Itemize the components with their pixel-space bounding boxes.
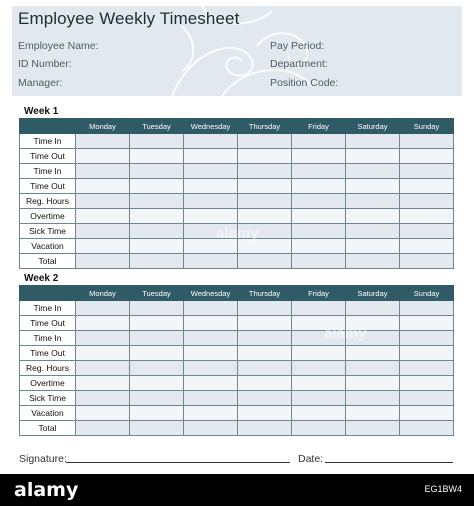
stock-footer-bar (0, 474, 474, 506)
time-entry-cell[interactable] (346, 164, 400, 179)
time-entry-cell[interactable] (184, 316, 238, 331)
time-entry-cell[interactable] (184, 164, 238, 179)
time-entry-cell[interactable] (76, 134, 130, 149)
time-entry-cell[interactable] (130, 194, 184, 209)
time-entry-cell[interactable] (400, 331, 454, 346)
time-entry-cell[interactable] (76, 179, 130, 194)
time-entry-cell[interactable] (184, 134, 238, 149)
time-entry-cell[interactable] (292, 209, 346, 224)
time-entry-cell[interactable] (292, 301, 346, 316)
time-entry-cell[interactable] (184, 209, 238, 224)
table-row (20, 209, 454, 224)
watermark-text: alamy (324, 325, 367, 342)
time-entry-cell[interactable] (292, 134, 346, 149)
time-entry-cell[interactable] (130, 316, 184, 331)
time-entry-cell[interactable] (76, 209, 130, 224)
time-entry-cell[interactable] (130, 179, 184, 194)
time-entry-cell[interactable] (184, 361, 238, 376)
time-entry-cell[interactable] (238, 149, 292, 164)
time-entry-cell[interactable] (292, 254, 346, 269)
time-entry-cell[interactable] (184, 254, 238, 269)
row-label: Overtime (20, 209, 76, 224)
time-entry-cell[interactable] (238, 376, 292, 391)
table-row (20, 316, 454, 331)
time-entry-cell[interactable] (292, 194, 346, 209)
time-entry-cell[interactable] (346, 254, 400, 269)
time-entry-cell[interactable] (346, 316, 400, 331)
table-row (20, 346, 454, 361)
time-entry-cell[interactable] (76, 194, 130, 209)
time-entry-cell[interactable] (292, 224, 346, 239)
time-entry-cell[interactable] (238, 134, 292, 149)
corner-cell (20, 119, 76, 134)
id-number-label: ID Number: (18, 58, 72, 70)
row-label: Reg. Hours (20, 194, 76, 209)
manager-label: Manager: (18, 77, 63, 89)
day-header: Monday (76, 286, 130, 301)
time-entry-cell[interactable] (346, 209, 400, 224)
time-entry-cell[interactable] (184, 239, 238, 254)
day-header: Thursday (238, 119, 292, 134)
row-label: Time In (20, 331, 76, 346)
table-row (20, 134, 454, 149)
signature-label: Signature: (19, 453, 67, 465)
week-1-table (19, 118, 454, 269)
time-entry-cell[interactable] (292, 331, 346, 346)
row-label: Sick Time (20, 391, 76, 406)
time-entry-cell[interactable] (400, 134, 454, 149)
day-header: Sunday (400, 286, 454, 301)
table-row (20, 254, 454, 269)
time-entry-cell[interactable] (238, 179, 292, 194)
row-label: Overtime (20, 376, 76, 391)
corner-cell (20, 286, 76, 301)
time-entry-cell[interactable] (76, 361, 130, 376)
time-entry-cell[interactable] (130, 331, 184, 346)
row-label: Time Out (20, 346, 76, 361)
date-line[interactable] (325, 462, 453, 463)
day-header: Tuesday (130, 119, 184, 134)
time-entry-cell[interactable] (130, 421, 184, 436)
time-entry-cell[interactable] (76, 301, 130, 316)
time-entry-cell[interactable] (184, 376, 238, 391)
time-entry-cell[interactable] (184, 179, 238, 194)
pay-period-label: Pay Period: (270, 40, 325, 52)
row-label: Reg. Hours (20, 361, 76, 376)
table-row (20, 391, 454, 406)
time-entry-cell[interactable] (238, 209, 292, 224)
time-entry-cell[interactable] (130, 134, 184, 149)
time-entry-cell[interactable] (292, 376, 346, 391)
day-header: Saturday (346, 119, 400, 134)
time-entry-cell[interactable] (400, 209, 454, 224)
time-entry-cell[interactable] (130, 164, 184, 179)
time-entry-cell[interactable] (238, 391, 292, 406)
row-label: Total (20, 254, 76, 269)
time-entry-cell[interactable] (400, 179, 454, 194)
time-entry-cell[interactable] (76, 421, 130, 436)
time-entry-cell[interactable] (184, 421, 238, 436)
time-entry-cell[interactable] (400, 316, 454, 331)
time-entry-cell[interactable] (76, 149, 130, 164)
time-entry-cell[interactable] (346, 421, 400, 436)
time-entry-cell[interactable] (130, 361, 184, 376)
time-entry-cell[interactable] (400, 376, 454, 391)
row-label: Time Out (20, 149, 76, 164)
table-row (20, 149, 454, 164)
time-entry-cell[interactable] (346, 391, 400, 406)
table-row (20, 406, 454, 421)
time-entry-cell[interactable] (400, 391, 454, 406)
time-entry-cell[interactable] (184, 301, 238, 316)
time-entry-cell[interactable] (238, 346, 292, 361)
row-label: Time Out (20, 179, 76, 194)
time-entry-cell[interactable] (76, 331, 130, 346)
time-entry-cell[interactable] (238, 224, 292, 239)
time-entry-cell[interactable] (400, 301, 454, 316)
time-entry-cell[interactable] (292, 316, 346, 331)
time-entry-cell[interactable] (130, 149, 184, 164)
time-entry-cell[interactable] (346, 149, 400, 164)
time-entry-cell[interactable] (184, 149, 238, 164)
employee-name-label: Employee Name: (18, 40, 99, 52)
week-1-label: Week 1 (24, 106, 59, 117)
table-row (20, 331, 454, 346)
time-entry-cell[interactable] (184, 224, 238, 239)
day-header: Monday (76, 119, 130, 134)
time-entry-cell[interactable] (346, 331, 400, 346)
date-label: Date: (298, 453, 324, 465)
time-entry-cell[interactable] (400, 346, 454, 361)
watermark-text: alamy (216, 225, 259, 242)
time-entry-cell[interactable] (400, 164, 454, 179)
time-entry-cell[interactable] (346, 134, 400, 149)
time-entry-cell[interactable] (184, 406, 238, 421)
table-row (20, 361, 454, 376)
time-entry-cell[interactable] (346, 179, 400, 194)
table-row (20, 376, 454, 391)
time-entry-cell[interactable] (400, 361, 454, 376)
time-entry-cell[interactable] (76, 391, 130, 406)
time-entry-cell[interactable] (238, 194, 292, 209)
time-entry-cell[interactable] (238, 301, 292, 316)
time-entry-cell[interactable] (130, 254, 184, 269)
time-entry-cell[interactable] (130, 301, 184, 316)
row-label: Time Out (20, 316, 76, 331)
time-entry-cell[interactable] (238, 316, 292, 331)
alamy-logo: alamy (14, 479, 79, 501)
day-header: Tuesday (130, 286, 184, 301)
table-row (20, 421, 454, 436)
time-entry-cell[interactable] (130, 239, 184, 254)
time-entry-cell[interactable] (130, 391, 184, 406)
time-entry-cell[interactable] (184, 391, 238, 406)
time-entry-cell[interactable] (76, 164, 130, 179)
time-entry-cell[interactable] (76, 239, 130, 254)
time-entry-cell[interactable] (184, 346, 238, 361)
time-entry-cell[interactable] (76, 224, 130, 239)
time-entry-cell[interactable] (400, 194, 454, 209)
time-entry-cell[interactable] (346, 376, 400, 391)
day-header: Saturday (346, 286, 400, 301)
signature-line[interactable] (66, 462, 290, 463)
time-entry-cell[interactable] (76, 346, 130, 361)
time-entry-cell[interactable] (238, 421, 292, 436)
row-label: Sick Time (20, 224, 76, 239)
time-entry-cell[interactable] (292, 239, 346, 254)
page-title: Employee Weekly Timesheet (18, 9, 240, 28)
time-entry-cell[interactable] (184, 331, 238, 346)
time-entry-cell[interactable] (346, 406, 400, 421)
row-label: Time In (20, 301, 76, 316)
time-entry-cell[interactable] (400, 149, 454, 164)
table-row (20, 301, 454, 316)
row-label: Time In (20, 164, 76, 179)
table-row (20, 224, 454, 239)
header-panel (12, 6, 462, 96)
time-entry-cell[interactable] (292, 391, 346, 406)
time-entry-cell[interactable] (292, 346, 346, 361)
week-2-label: Week 2 (24, 273, 59, 284)
time-entry-cell[interactable] (400, 421, 454, 436)
row-label: Vacation (20, 239, 76, 254)
time-entry-cell[interactable] (346, 346, 400, 361)
time-entry-cell[interactable] (238, 254, 292, 269)
day-header: Thursday (238, 286, 292, 301)
table-row (20, 194, 454, 209)
time-entry-cell[interactable] (130, 209, 184, 224)
row-label: Vacation (20, 406, 76, 421)
time-entry-cell[interactable] (238, 239, 292, 254)
time-entry-cell[interactable] (346, 301, 400, 316)
time-entry-cell[interactable] (76, 254, 130, 269)
department-label: Department: (270, 58, 328, 70)
time-entry-cell[interactable] (292, 149, 346, 164)
day-header: Friday (292, 119, 346, 134)
time-entry-cell[interactable] (130, 346, 184, 361)
week-2-table (19, 285, 454, 436)
time-entry-cell[interactable] (76, 376, 130, 391)
position-code-label: Position Code: (270, 77, 339, 89)
image-id-text: EG1BW4 (424, 484, 462, 494)
time-entry-cell[interactable] (292, 361, 346, 376)
time-entry-cell[interactable] (130, 224, 184, 239)
time-entry-cell[interactable] (292, 406, 346, 421)
time-entry-cell[interactable] (400, 239, 454, 254)
time-entry-cell[interactable] (238, 331, 292, 346)
time-entry-cell[interactable] (130, 406, 184, 421)
time-entry-cell[interactable] (346, 224, 400, 239)
row-label: Total (20, 421, 76, 436)
time-entry-cell[interactable] (292, 421, 346, 436)
time-entry-cell[interactable] (400, 406, 454, 421)
time-entry-cell[interactable] (76, 316, 130, 331)
time-entry-cell[interactable] (292, 179, 346, 194)
time-entry-cell[interactable] (346, 194, 400, 209)
time-entry-cell[interactable] (238, 164, 292, 179)
row-label: Time In (20, 134, 76, 149)
day-header: Sunday (400, 119, 454, 134)
table-row (20, 164, 454, 179)
time-entry-cell[interactable] (400, 254, 454, 269)
table-row (20, 239, 454, 254)
time-entry-cell[interactable] (346, 239, 400, 254)
time-entry-cell[interactable] (292, 164, 346, 179)
time-entry-cell[interactable] (346, 361, 400, 376)
time-entry-cell[interactable] (400, 224, 454, 239)
time-entry-cell[interactable] (238, 361, 292, 376)
time-entry-cell[interactable] (76, 406, 130, 421)
time-entry-cell[interactable] (238, 406, 292, 421)
day-header: Friday (292, 286, 346, 301)
day-header: Wednesday (184, 286, 238, 301)
table-row (20, 179, 454, 194)
time-entry-cell[interactable] (184, 194, 238, 209)
day-header: Wednesday (184, 119, 238, 134)
time-entry-cell[interactable] (130, 376, 184, 391)
